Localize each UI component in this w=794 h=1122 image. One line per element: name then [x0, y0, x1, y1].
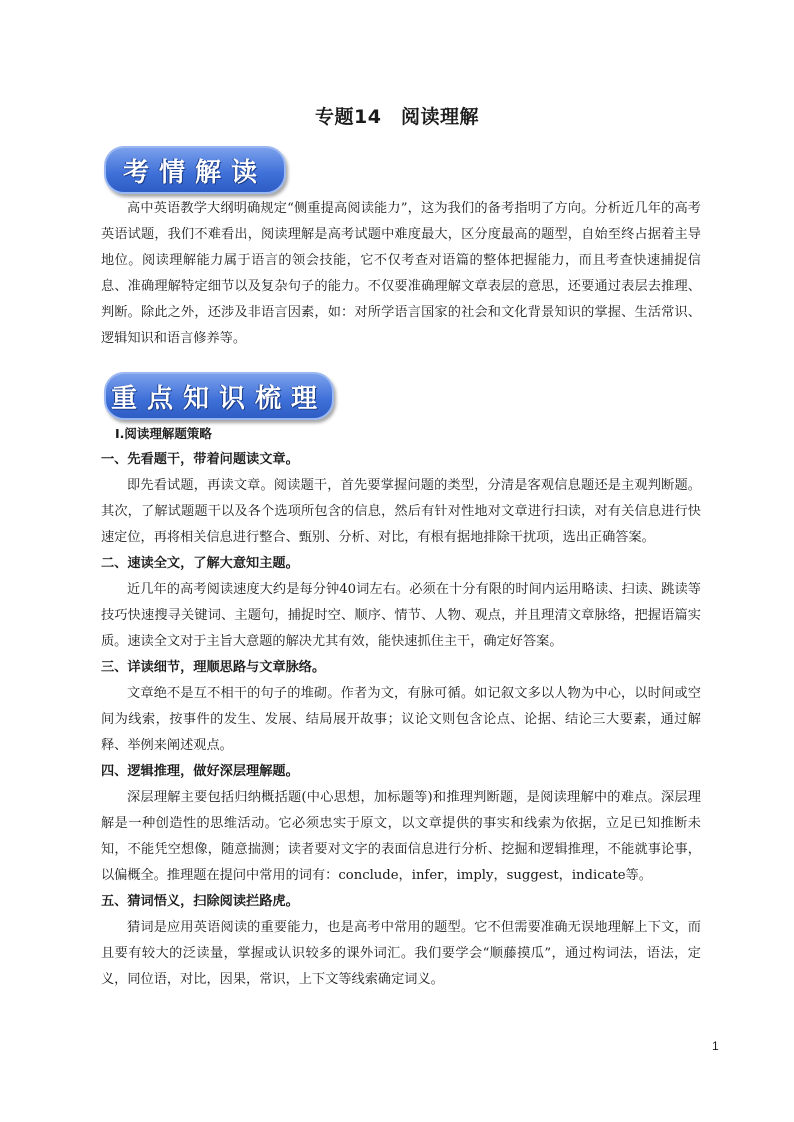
section-title: Ⅰ.阅读理解题策略 [115, 426, 212, 441]
page-number: 1 [712, 1039, 719, 1053]
banner-key-knowledge: 重点知识梳理 [104, 372, 334, 420]
section-heading: 二、速读全文，了解大意知主题。 [101, 556, 299, 571]
section-heading: 三、详读细节，理顺思路与文章脉络。 [101, 660, 326, 675]
section-paragraph: 即先看试题，再读文章。阅读题干，首先要掌握问题的类型，分清是客观信息题还是主观判断题。其次，了解试题题干以及各个选项所包含的信息，然后有针对性地对文章进行扫读，对有关信息进行快速定位，再将相关信息进行整合、甄别、分析、对比，有根有据地排除干扰项，选出正确答案。 [101, 478, 701, 545]
intro-paragraph: 高中英语教学大纲明确规定“侧重提高阅读能力”，这为我们的备考指明了方向。分析近几年的高考英语试题，我们不难看出，阅读理解是高考试题中难度最大，区分度最高的题型，自始至终占据着主导地位。阅读理解能力属于语言的领会技能，它不仅考查对语篇的整体把握能力，而且考查快速捕捉信息、准确理解特定细节以及复杂句子的能力。不仅要准确理解文章表层的意思，还要通过表层去推理、判断。除此之外，还涉及非语言因素，如：对所学语言国家的社会和文化背景知识的掌握、生活常识、逻辑知识和语言修养等。 [101, 201, 701, 346]
section-paragraph: 深层理解主要包括归纳概括题(中心思想，加标题等)和推理判断题，是阅读理解中的难点。深层理解是一种创造性的思维活动。它必须忠实于原文，以文章提供的事实和线索为依据，立足已知推断未知，不能凭空想像，随意揣测；读者要对文字的表面信息进行分析、挖掘和逻辑推理，不能就事论事，以偏概全。推理题在提问中常用的词有：conclude，infer，imply，suggest，indicate等。 [101, 790, 701, 883]
section-paragraph: 猜词是应用英语阅读的重要能力，也是高考中常用的题型。它不但需要准确无误地理解上下文，而且要有较大的泛读量，掌握或认识较多的课外词汇。我们要学会“顺藤摸瓜”，通过构词法，语法，定义，同位语，对比，因果，常识，上下文等线索确定词义。 [101, 920, 701, 987]
section-heading: 五、猜词悟义，扫除阅读拦路虎。 [101, 894, 299, 909]
section-paragraph: 近几年的高考阅读速度大约是每分钟40词左右。必须在十分有限的时间内运用略读、扫读、跳读等技巧快速搜寻关键词、主题句，捕捉时空、顺序、情节、人物、观点，并且理清文章脉络，把握语篇实质。速读全文对于主旨大意题的解决尤其有效，能快速抓住主干，确定好答案。 [101, 582, 701, 649]
section-heading: 一、先看题干，带着问题读文章。 [101, 452, 299, 467]
banner-exam-analysis: 考情解读 [104, 146, 286, 194]
page-title: 专题14 阅读理解 [315, 106, 479, 128]
section-paragraph: 文章绝不是互不相干的句子的堆砌。作者为文，有脉可循。如记叙文多以人物为中心，以时间或空间为线索，按事件的发生、发展、结局展开故事；议论文则包含论点、论据、结论三大要素，通过解释、举例来阐述观点。 [101, 686, 701, 753]
section-heading: 四、逻辑推理，做好深层理解题。 [101, 764, 299, 779]
